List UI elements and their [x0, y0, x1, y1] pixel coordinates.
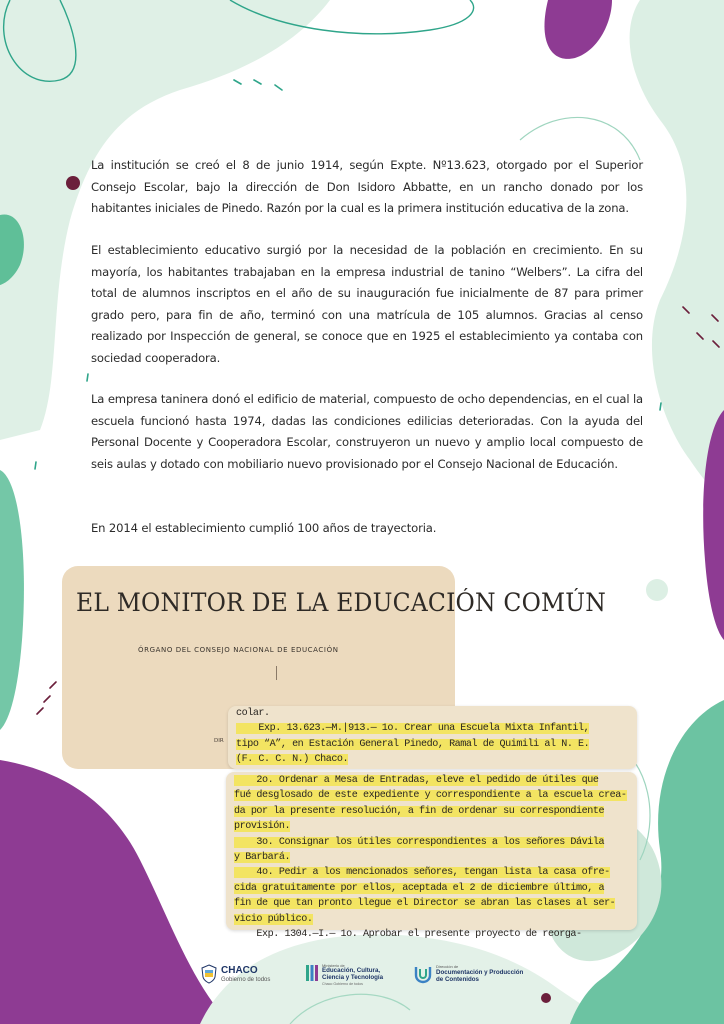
- resolution-line-text: fin de que tan pronto llegue el Director se abran las clases al ser-: [234, 898, 616, 910]
- mint-blob-right: [630, 0, 724, 500]
- direction-name: [436, 969, 523, 983]
- resolution-line-text: da por la presente resolución, a fin de ordenar su correspondiente: [234, 805, 605, 817]
- resolution-line: [234, 896, 629, 911]
- resolution-line-text: 3o. Consignar los útiles correspondientes a los señores Dávila: [234, 836, 605, 848]
- resolution-line-text: 4o. Pedir a los mencionados señores, tengan lista la casa ofre-: [234, 867, 610, 879]
- resolution-line-text: y Barbará.: [234, 852, 291, 864]
- newspaper-clipping-expediente: [228, 706, 637, 769]
- resolution-line: [234, 804, 629, 819]
- expediente-line-text: Exp. 13.623.—M.|913.— 1o. Crear una Escuela Mixta Infantil,: [236, 723, 590, 735]
- masthead-dir-label: DIR: [214, 738, 224, 744]
- paragraph-building: La empresa taninera donó el edificio de material, compuesto de ocho dependencias, en el cual la escuela funcionó hasta 1974, dadas las condiciones edilicias deterioradas. Con la ayuda del Personal Docente y Cooperadora Escolar, construyeron un nuevo y amplio local compuesto de seis aulas y dotado con mobiliario nuevo provisionado por el Consejo Nacional de Educación.: [91, 392, 643, 471]
- direction-name-line1: Documentación y Producción: [436, 969, 524, 976]
- dot-wine-bottom: [541, 993, 551, 1003]
- resolution-text: [234, 773, 629, 942]
- expediente-line-text: (F. C. C. N.) Chaco.: [236, 754, 349, 766]
- resolution-line: [234, 865, 629, 880]
- purple-blob-bottom-left: [0, 760, 230, 1024]
- expediente-text: [236, 706, 629, 768]
- documentation-u-icon: [414, 965, 432, 983]
- ministry-name-line2: Ciencia y Tecnología: [322, 973, 384, 981]
- paragraph-centenary: En 2014 el establecimiento cumplió 100 años de trayectoria.: [91, 521, 437, 535]
- ministry-small-label: Ministerio de: [322, 963, 345, 968]
- resolution-line: [234, 881, 629, 896]
- ministry-name-line1: Educación, Cultura,: [322, 967, 381, 974]
- resolution-line-text: vicio público.: [234, 913, 313, 925]
- direction-small-label: Dirección de: [436, 964, 459, 969]
- paragraph-origin: El establecimiento educativo surgió por la necesidad de la población en crecimiento. En su mayoría, los habitantes trabajaban en la empresa industrial de tanino “Welbers”. La cifra del total de alumnos inscriptos en el año de su inauguración fue inicialmente de 87 para primer grado pero, para fin de año, terminó con una matrícula de 105 alumnos. Gracias al censo realizado por Inspección de general, se conoce que en 1925 el establecimiento ya contaba con sociedad cooperadora.: [91, 243, 643, 365]
- newspaper-clipping-resolution: [226, 772, 637, 941]
- dot-mint-right: [646, 579, 668, 601]
- resolution-line-text: provisión.: [234, 821, 291, 833]
- resolution-line-text: Exp. 1304.—I.— 1o. Aprobar el presente proyecto de reorga-: [234, 929, 582, 941]
- masthead-subtitle: ÓRGANO DEL CONSEJO NACIONAL DE EDUCACIÓN: [138, 646, 339, 654]
- paragraph-founding: La institución se creó el 8 de junio 1914, según Expte. Nº13.623, otorgado por el Superior Consejo Escolar, bajo la dirección de Don Isidoro Abbatte, en un rancho donado por los habitantes iniciales de Pinedo. Razón por la cual es la primera institución educativa de la zona.: [91, 158, 643, 215]
- resolution-line: [234, 773, 629, 788]
- resolution-line: [234, 927, 629, 942]
- expediente-line-text: colar.: [236, 708, 270, 719]
- resolution-line-text: 2o. Ordenar a Mesa de Entradas, eleve el pedido de útiles que: [234, 775, 599, 786]
- chaco-tagline: Gobierno de todos: [221, 977, 271, 983]
- ministry-bars-icon: [306, 965, 318, 981]
- ministry-tagline: Chaco Gobierno de todos: [322, 982, 363, 986]
- resolution-line: [234, 850, 629, 865]
- expediente-line: [236, 721, 629, 736]
- ministry-name: [322, 968, 383, 981]
- chaco-shield-icon: [201, 964, 217, 984]
- expediente-line: [236, 706, 629, 721]
- documentation-direction-logo: [414, 964, 530, 994]
- outline-curve-right: [520, 117, 640, 160]
- expediente-line-text: tipo “A”, en Estación General Pinedo, Ramal de Quimili al N. E.: [236, 738, 590, 750]
- resolution-line: [234, 788, 629, 803]
- masthead-title: EL MONITOR DE LA EDUCACIÓN COMÚN: [76, 588, 607, 617]
- chaco-government-logo: [201, 962, 281, 992]
- expediente-line: [236, 752, 629, 767]
- dashes-left: [37, 682, 56, 714]
- resolution-line: [234, 912, 629, 927]
- resolution-line: [234, 835, 629, 850]
- dashes-top: [234, 80, 282, 90]
- resolution-line: [234, 819, 629, 834]
- mint-blob-top-left: [0, 0, 330, 440]
- masthead-rule: [276, 666, 277, 680]
- purple-blob-top: [544, 0, 612, 59]
- dot-wine-left: [66, 176, 80, 190]
- chaco-name: CHACO: [221, 965, 258, 976]
- ministry-education-logo: [306, 963, 406, 993]
- expediente-line: [236, 737, 629, 752]
- resolution-line-text: cida gratuitamente por ellos, aceptada el 2 de diciembre último, a: [234, 882, 605, 894]
- teal-blob-left-lower: [0, 470, 24, 730]
- resolution-line-text: fué desglosado de este expediente y correspondiente a la escuela crea-: [234, 790, 627, 802]
- direction-name-line2: de Contenidos: [436, 976, 479, 983]
